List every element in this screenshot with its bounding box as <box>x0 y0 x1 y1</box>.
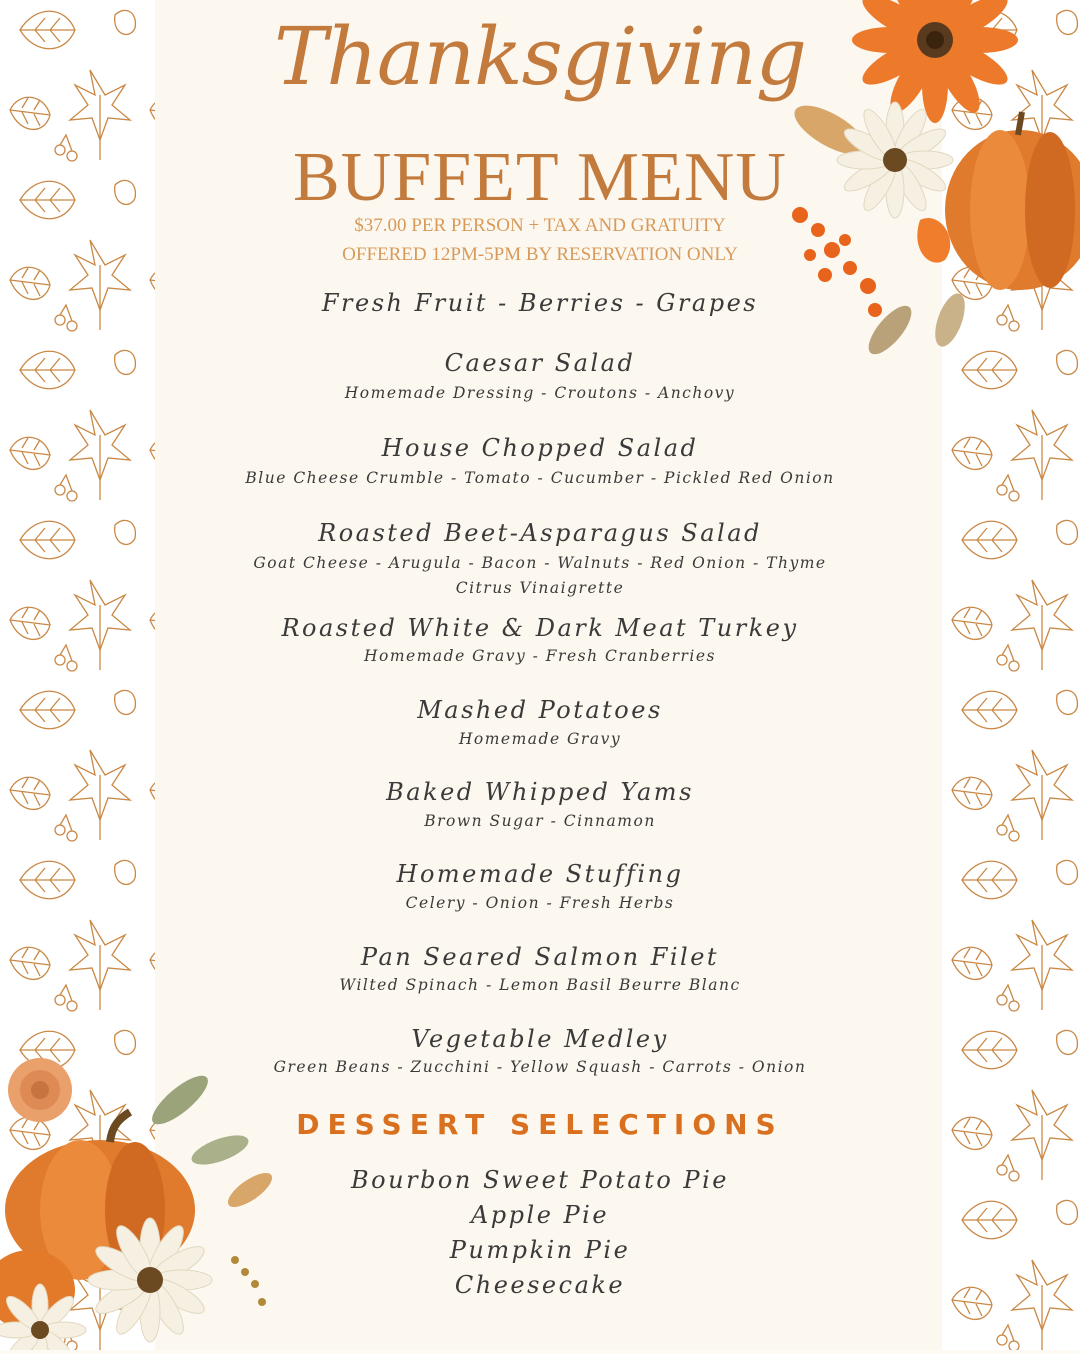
menu-item-description: Blue Cheese Crumble - Tomato - Cucumber - Pickled Red Onion <box>245 469 835 487</box>
menu-item-title: Mashed Potatoes <box>417 696 663 724</box>
menu-item-title: Caesar Salad <box>444 349 636 377</box>
dessert-item: Apple Pie <box>470 1201 610 1229</box>
menu-item-description: Wilted Spinach - Lemon Basil Beurre Blanc <box>339 976 741 994</box>
menu-item-title: Homemade Stuffing <box>396 860 684 888</box>
dessert-item: Cheesecake <box>454 1271 626 1299</box>
menu-item-description: Green Beans - Zucchini - Yellow Squash - Carrots - Onion <box>273 1058 807 1076</box>
menu-item-description: Celery - Onion - Fresh Herbs <box>405 894 675 912</box>
menu-item-title: Pan Seared Salmon Filet <box>360 943 720 971</box>
menu-item-title: Vegetable Medley <box>411 1025 669 1053</box>
page-title: BUFFET MENU <box>293 139 787 216</box>
hours-line: OFFERED 12PM-5PM BY RESERVATION ONLY <box>342 244 738 265</box>
menu-item-description: Goat Cheese - Arugula - Bacon - Walnuts - Red Onion - Thyme <box>253 554 827 572</box>
menu-item-title: Roasted White & Dark Meat Turkey <box>281 614 799 642</box>
menu-item-description: Citrus Vinaigrette <box>455 579 625 597</box>
dessert-item: Pumpkin Pie <box>449 1236 631 1264</box>
menu-item-description: Brown Sugar - Cinnamon <box>424 812 656 830</box>
menu-item-title: Fresh Fruit - Berries - Grapes <box>321 289 759 317</box>
menu-item-title: Baked Whipped Yams <box>386 778 694 806</box>
menu-item-title: Roasted Beet-Asparagus Salad <box>318 519 762 547</box>
menu-item-description: Homemade Gravy <box>458 730 622 748</box>
dessert-heading: DESSERT SELECTIONS <box>296 1108 784 1141</box>
price-line: $37.00 PER PERSON + TAX AND GRATUITY <box>354 215 726 236</box>
menu-item-title: House Chopped Salad <box>381 434 699 462</box>
menu-item-description: Homemade Gravy - Fresh Cranberries <box>363 647 716 665</box>
menu-item-description: Homemade Dressing - Croutons - Anchovy <box>344 384 736 402</box>
dessert-item: Bourbon Sweet Potato Pie <box>351 1166 729 1194</box>
script-title: Thanksgiving <box>274 10 806 103</box>
